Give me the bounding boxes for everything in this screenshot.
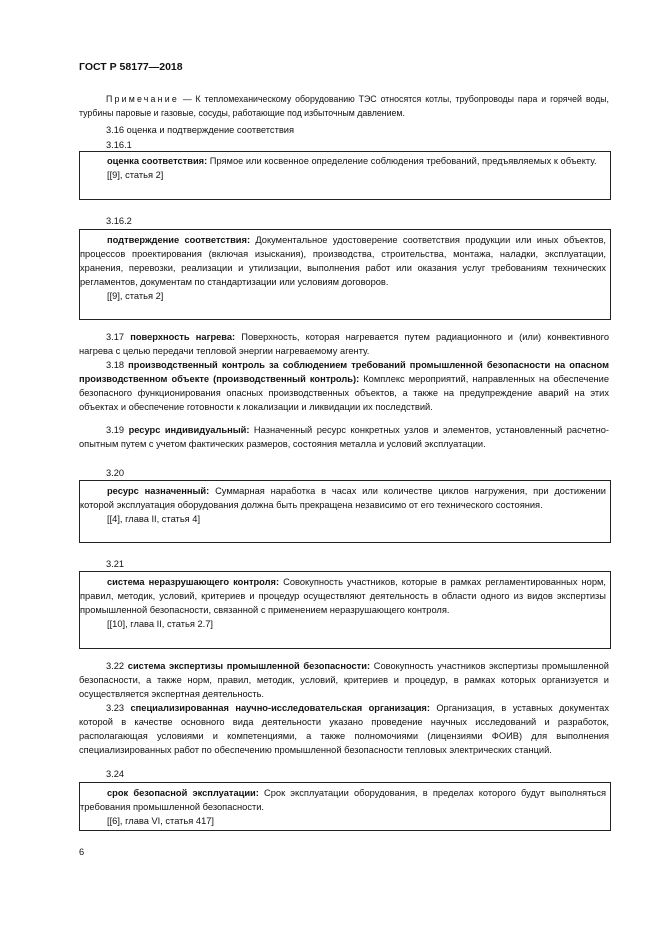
term: производственный контроль за соблюдением требований промышленной безопасности на опасном производственном объекте (производственный контроль): — [79, 360, 609, 384]
term: система экспертизы промышленной безопасности: — [127, 661, 371, 671]
definition-text — [80, 786, 606, 814]
definition-text — [80, 484, 606, 512]
section-3-17 — [79, 330, 609, 358]
source-reference: [[9], статья 2] — [107, 170, 164, 180]
section-3-21-number: 3.21 — [106, 559, 125, 569]
definition-box-3-16-2 — [79, 229, 611, 320]
note-label: Примечание — [106, 94, 179, 104]
note-paragraph — [79, 92, 609, 120]
term: поверхность нагрева: — [130, 332, 236, 342]
section-3-18 — [79, 358, 609, 414]
definition: Срок эксплуатации оборудования, в пределах которого будут выполняться требования промышленной безопасности. — [80, 788, 606, 812]
definition-box-3-21 — [79, 571, 611, 649]
section-number: 3.17 — [106, 332, 131, 342]
section-3-19 — [79, 423, 609, 451]
section-number: 3.19 — [106, 425, 129, 435]
section-3-16-2-number: 3.16.2 — [106, 216, 132, 226]
source-reference: [[10], глава II, статья 2.7] — [107, 619, 213, 629]
section-number: 3.23 — [106, 703, 131, 713]
definition: Комплекс мероприятий, направленных на обеспечение безопасного функционирования опасных производственных объектов, а также на предупреждение аварий на этих объектах и обеспечение готовности к локализации и ликвидации их последствий. — [79, 374, 609, 412]
definition: Суммарная наработка в часах или количестве циклов нагружения, при достижении которой эксплуатация оборудования должна быть прекращена независимо от его технического состояния. — [80, 486, 606, 510]
source-reference: [[6], глава VI, статья 417] — [107, 816, 214, 826]
definition: Организация, в уставных документах которой в качестве основного вида деятельности указано проведение научных исследований и разработок, располагающая условиями и компетенциями, а также полномочиями (лицензиями ФОИВ) для выполнения специализированных работ по обеспечению промышленной безопасности тепловых электрических станций. — [79, 703, 609, 755]
definition: Документальное удостоверение соответствия продукции или иных объектов, процессов проектирования (включая изыскания), производства, строительства, монтажа, наладки, эксплуатации, хранения, перевозки, реализации и утилизации, выполнения работ или оказания услуг требованиям технических регламентов, документам по стандартизации или условиям договоров. — [80, 235, 606, 287]
term: система неразрушающего контроля: — [107, 577, 280, 587]
definition-box-3-20 — [79, 480, 611, 543]
section-3-16-1-number: 3.16.1 — [106, 140, 132, 150]
section-number: 3.22 — [106, 661, 128, 671]
term: специализированная научно-исследовательская организация: — [130, 703, 430, 713]
definition: Назначенный ресурс конкретных узлов и элементов, установленный расчетно-опытным путем с учетом фактических размеров, состояния металла и условий эксплуатации. — [79, 425, 610, 449]
term: оценка соответствия: — [107, 156, 208, 166]
term: ресурс назначенный: — [107, 486, 210, 496]
definition-box-3-16-1 — [79, 151, 611, 200]
definition: Поверхность, которая нагревается путем радиационного и (или) конвективного нагрева с целью передачи тепловой энергии нагреваемому агенту. — [79, 332, 609, 356]
section-3-20-number: 3.20 — [106, 468, 125, 478]
definition: Прямое или косвенное определение соблюдения требований, предъявляемых к объекту. — [207, 156, 597, 166]
document-header: ГОСТ Р 58177—2018 — [79, 61, 183, 73]
section-number: 3.18 — [106, 360, 129, 370]
page-number: 6 — [79, 847, 85, 857]
section-3-22 — [79, 659, 609, 701]
source-reference: [[9], статья 2] — [107, 291, 164, 301]
section-3-24-number: 3.24 — [106, 769, 125, 779]
section-3-16-text: 3.16 оценка и подтверждение соответствия — [106, 125, 294, 135]
term: подтверждение соответствия: — [107, 235, 251, 245]
definition-box-3-24 — [79, 782, 611, 831]
definition-text — [80, 154, 606, 168]
term: ресурс индивидуальный: — [128, 425, 250, 435]
note-text: — К тепломеханическому оборудованию ТЭС относятся котлы, трубопроводы пара и горячей воды, турбины паровые и газовые, сосуды, работающие под избыточным давлением. — [79, 94, 609, 118]
source-reference: [[4], глава II, статья 4] — [107, 514, 201, 524]
section-3-23 — [79, 701, 609, 757]
section-3-16-heading — [106, 123, 294, 137]
definition-text — [80, 233, 606, 289]
definition: Совокупность участников, которые в рамках регламентированных норм, правил, методик, условий, критериев и процедур осуществляют деятельность в области одного из видов экспертизы промышленной безопасности, связанной с применением неразрушающего контроля. — [80, 577, 606, 615]
definition: Совокупность участников экспертизы промышленной безопасности, а также норм, правил, методик, условий, критериев и процедур, в рамках которых организуется и осуществляется экспертная деятельность. — [79, 661, 609, 699]
definition-text — [80, 575, 606, 617]
term: срок безопасной эксплуатации: — [107, 788, 259, 798]
